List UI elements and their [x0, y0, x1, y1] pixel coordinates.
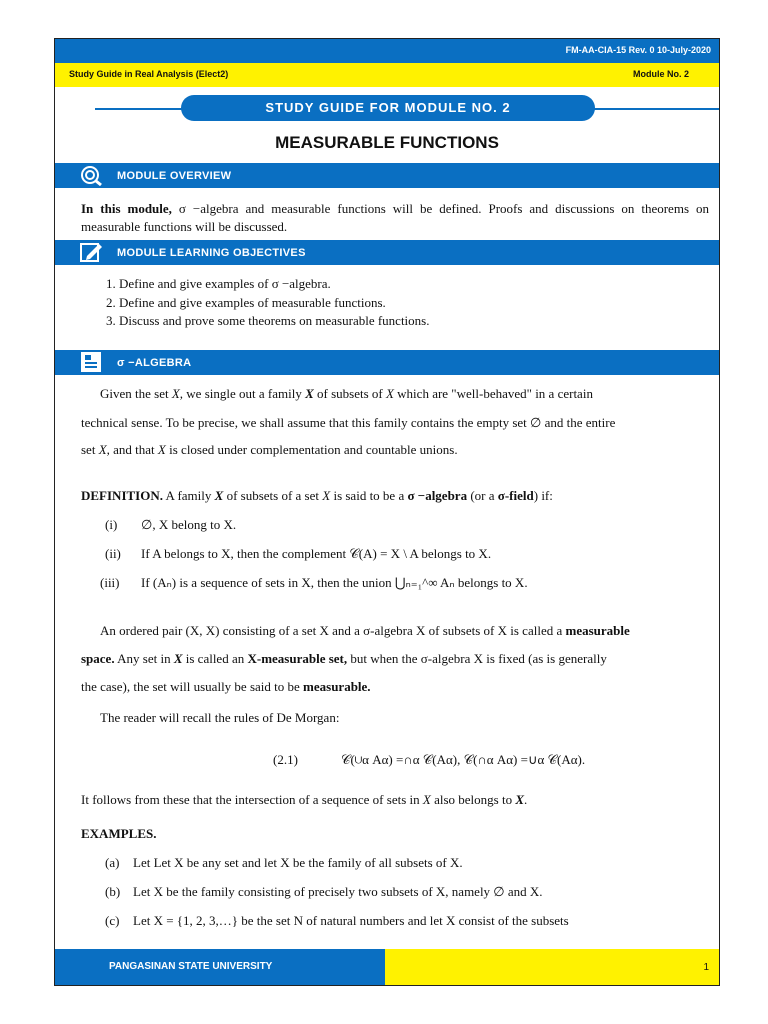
sigma-content: [81, 39, 709, 986]
example-item: Let Let X be any set and let X be the family of all subsets of X.: [133, 855, 463, 870]
page-number: 1: [703, 962, 709, 973]
definition-item: If A belongs to X, then the complement 𝒞(A) = X \ A belongs to X.: [141, 546, 492, 561]
page-title: MEASURABLE FUNCTIONS: [275, 133, 499, 152]
definition-line: DEFINITION. A family X of subsets of a set X is said to be a σ −algebra (or a σ-field) if:: [81, 488, 553, 503]
guide-title: STUDY GUIDE FOR MODULE NO. 2: [181, 95, 595, 121]
overview-lead: In this module,: [81, 201, 172, 216]
objective-item: 2. Define and give examples of measurable functions.: [106, 294, 386, 310]
example-item: Let X be the family consisting of precisely two subsets of X, namely ∅ and X.: [133, 884, 543, 899]
paragraph-line: set X, and that X is closed under complementation and countable unions.: [81, 442, 458, 457]
examples-heading: EXAMPLES.: [81, 826, 157, 841]
objective-item: 1. Define and give examples of σ −algebra.: [106, 276, 331, 291]
definition-item-num: (i): [105, 517, 118, 532]
paragraph-line: It follows from these that the intersection of a sequence of sets in X also belongs to X.: [81, 792, 528, 807]
objective-item: 3. Discuss and prove some theorems on measurable functions.: [106, 313, 430, 328]
example-num: (b): [105, 884, 121, 899]
footer-page-bar: [385, 949, 720, 985]
example-num: (a): [105, 855, 120, 870]
course-title: Study Guide in Real Analysis (Elect2): [69, 69, 229, 79]
section-overview-label: MODULE OVERVIEW: [117, 170, 232, 182]
paragraph-line: Given the set X, we single out a family X of subsets of X which are "well-behaved" in a certain: [100, 386, 593, 401]
section-sigma-label: σ −ALGEBRA: [117, 357, 192, 369]
overview-body: σ −algebra and measurable functions will be defined. Proofs and discussions on theorems on measurable functions will be discussed.: [81, 201, 709, 234]
definition-item-num: (ii): [105, 546, 121, 561]
paragraph-line: An ordered pair (X, X) consisting of a set X and a σ-algebra X of subsets of X is called a measurable: [100, 623, 630, 638]
section-objectives-label: MODULE LEARNING OBJECTIVES: [117, 247, 306, 259]
example-num: (c): [105, 913, 120, 928]
module-number: Module No. 2: [633, 69, 689, 79]
paragraph-line: space. Any set in X is called an X-measurable set, but when the σ-algebra X is fixed (as is generally: [81, 651, 607, 666]
doc-code: FM-AA-CIA-15 Rev. 0 10-July-2020: [565, 45, 711, 55]
paragraph-line: technical sense. To be precise, we shall assume that this family contains the empty set ∅ and the entire: [81, 415, 616, 430]
definition-item: ∅, X belong to X.: [141, 517, 237, 532]
paragraph-line: The reader will recall the rules of De Morgan:: [100, 710, 340, 725]
equation: 𝒞(∪α Aα) =∩α 𝒞(Aα), 𝒞(∩α Aα) =∪α 𝒞(Aα).: [341, 752, 586, 767]
page: [54, 38, 720, 986]
footer-university-bar: [55, 949, 385, 985]
definition-item: If (Aₙ) is a sequence of sets in X, then the union ⋃ₙ₌₁^∞ Aₙ belongs to X.: [141, 575, 528, 590]
paragraph-line: the case), the set will usually be said to be measurable.: [81, 679, 371, 694]
definition-item-num: (iii): [100, 575, 120, 590]
footer-university: PANGASINAN STATE UNIVERSITY: [109, 961, 273, 972]
equation-number: (2.1): [273, 752, 298, 767]
example-item: Let X = {1, 2, 3,…} be the set N of natural numbers and let X consist of the subsets: [133, 913, 569, 928]
